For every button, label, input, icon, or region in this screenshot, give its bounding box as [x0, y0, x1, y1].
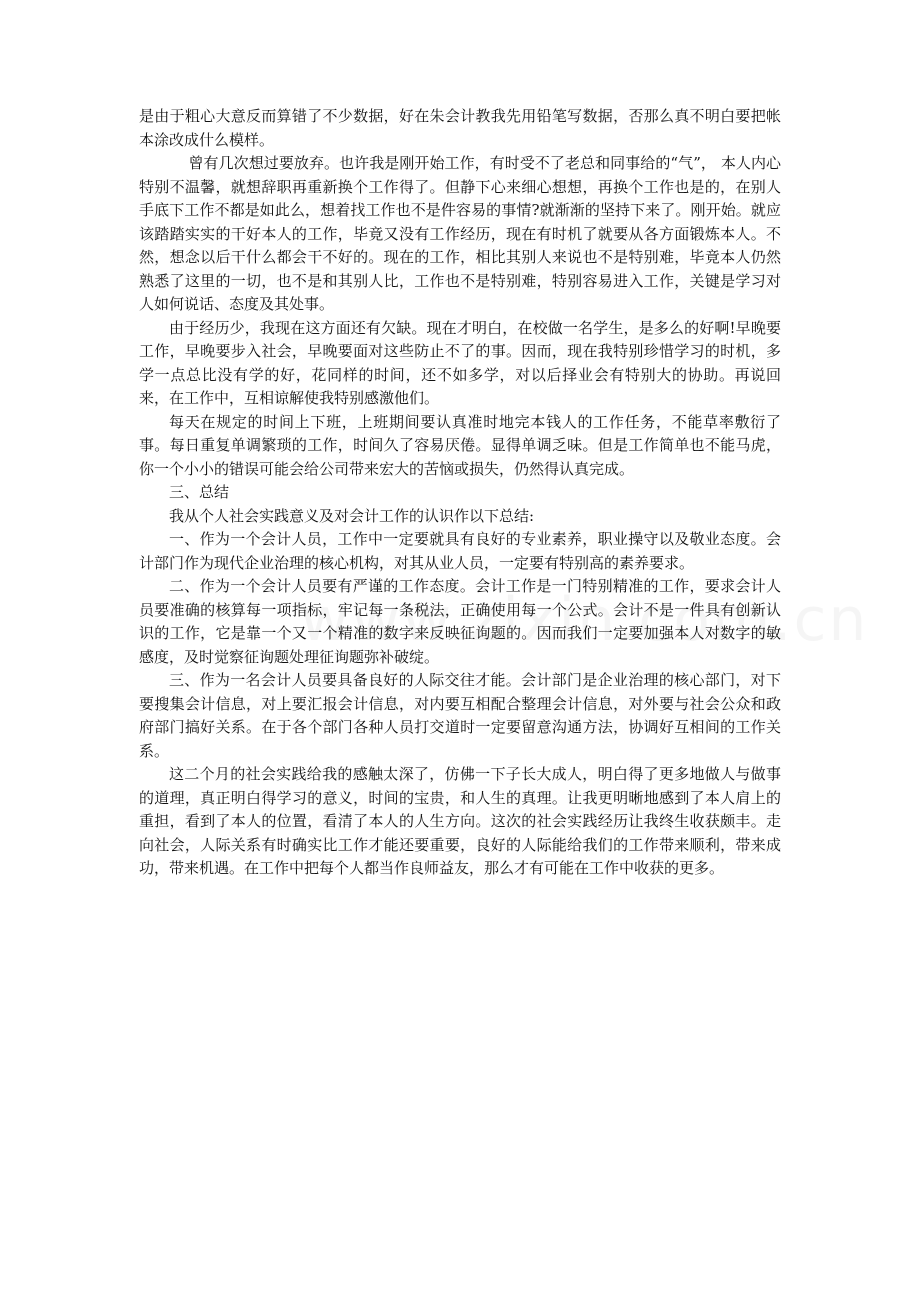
paragraph-point-one: 一、作为一个会计人员，工作中一定要就具有良好的专业素养，职业操守以及敬业态度。会计部门作为现代企业治理的核心机构，对其从业人员，一定要有特别高的素养要求。 [139, 530, 781, 572]
paragraph-point-two: 二、作为一个会计人员要有严谨的工作态度。会计工作是一门特别精准的工作，要求会计人员要准确的核算每一项指标，牢记每一条税法，正确使用每一个公式。会计不是一件具有创新认识的工作，它是靠一个又一个精准的数字来反映征询题的。因而我们一定要加强本人对数字的敏感度，及时觉察征询题处理征询题弥补破绽。 [139, 577, 781, 666]
paragraph-conclusion: 这二个月的社会实践给我的感触太深了，仿佛一下子长大成人，明白得了更多地做人与做事的道理，真正明白得学习的意义，时间的宝贵，和人生的真理。让我更明晰地感到了本人肩上的重担，看到了本人的位置，看清了本人的人生方向。这次的社会实践经历让我终生收获颇丰。走向社会，人际关系有时确实比工作才能还要重要，良好的人际能给我们的工作带来顺利，带来成功，带来机遇。在工作中把每个人都当作良师益友，那么才有可能在工作中收获的更多。 [139, 765, 781, 877]
paragraph-experience: 由于经历少，我现在这方面还有欠缺。现在才明白，在校做一名学生，是多么的好啊!早晚要工作，早晚要步入社会，早晚要面对这些防止不了的事。因而，现在我特别珍惜学习的时机，多学一点总比没有学的好，花同样的时间，还不如多学，对以后择业会有特别大的协助。再说回来，在工作中，互相谅解使我特别感激他们。 [139, 318, 781, 407]
paragraph-daily-work: 每天在规定的时间上下班，上班期间要认真准时地完本钱人的工作任务，不能草率敷衍了事。每日重复单调繁琐的工作，时间久了容易厌倦。显得单调乏味。但是工作简单也不能马虎，你一个小小的错误可能会给公司带来宏大的苦恼或损失，仍然得认真完成。 [139, 412, 781, 478]
paragraph-continuation: 是由于粗心大意反而算错了不少数据，好在朱会计教我先用铅笔写数据，否那么真不明白要把帐本涂改成什么模样。 [139, 107, 781, 149]
document-body [139, 105, 781, 881]
paragraph-giving-up: 曾有几次想过要放弃。也许我是刚开始工作，有时受不了老总和同事给的“气”， 本人内心特别不温馨，就想辞职再重新换个工作得了。但静下心来细心想想，再换个工作也是的，在别人手底下工作不都是如此么，想着找工作也不是件容易的事情?就渐渐的坚持下来了。刚开始。就应该踏踏实实的干好本人的工作，毕竟又没有工作经历，现在有时机了就要从各方面锻炼本人。不然，想念以后干什么都会干不好的。现在的工作，相比其别人来说也不是特别难，毕竟本人仍然熟悉了这里的一切，也不是和其别人比，工作也不是特别难，特别容易进入工作，关键是学习对人如何说话、态度及其处事。 [139, 154, 781, 313]
paragraph-point-three: 三、作为一名会计人员要具备良好的人际交往才能。会计部门是企业治理的核心部门，对下要搜集会计信息，对上要汇报会计信息，对内要互相配合整理会计信息，对外要与社会公众和政府部门搞好关系。在于各个部门各种人员打交道时一定要留意沟通方法，协调好互相间的工作关系。 [139, 671, 781, 760]
paragraph-summary-intro: 我从个人社会实践意义及对会计工作的认识作以下总结: [169, 506, 535, 525]
section-heading-summary: 三、总结 [169, 483, 230, 501]
